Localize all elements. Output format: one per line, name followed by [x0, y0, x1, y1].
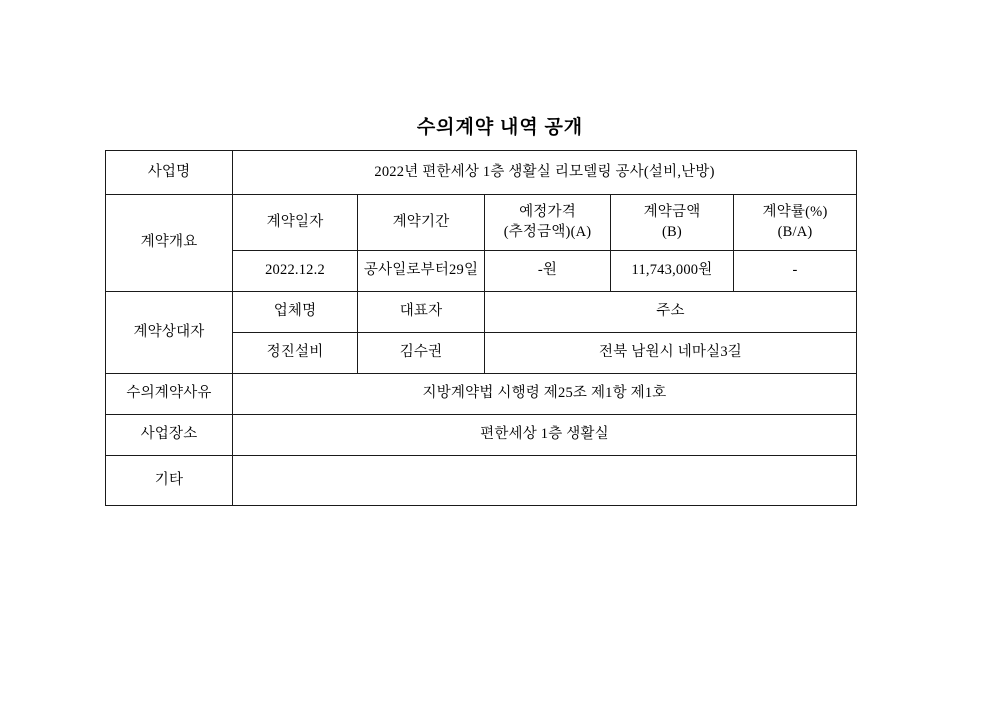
contract-amount-value: 11,743,000원 [611, 251, 734, 292]
company-header: 업체명 [233, 292, 358, 333]
estimated-price-header-line1: 예정가격 [519, 203, 576, 220]
contract-period-header: 계약기간 [358, 195, 485, 251]
table-row [106, 415, 857, 456]
representative-value: 김수권 [358, 333, 485, 374]
contract-rate-header-line1: 계약률(%) [762, 203, 828, 220]
table-row [106, 292, 857, 333]
contract-amount-header [611, 195, 734, 251]
representative-header: 대표자 [358, 292, 485, 333]
table-row [106, 151, 857, 195]
place-label: 사업장소 [106, 415, 233, 456]
estimated-price-value: -원 [485, 251, 611, 292]
contract-date-header: 계약일자 [233, 195, 358, 251]
contract-date-value: 2022.12.2 [233, 251, 358, 292]
table-row [106, 456, 857, 506]
project-name-label: 사업명 [106, 151, 233, 195]
estimated-price-header [485, 195, 611, 251]
reason-value: 지방계약법 시행령 제25조 제1항 제1호 [233, 374, 857, 415]
contract-amount-header-line2: (B) [662, 223, 682, 240]
place-value: 편한세상 1층 생활실 [233, 415, 857, 456]
contract-overview-label: 계약개요 [106, 195, 233, 292]
table-row [106, 195, 857, 251]
contract-period-value: 공사일로부터29일 [358, 251, 485, 292]
etc-value [233, 456, 857, 506]
etc-label: 기타 [106, 456, 233, 506]
estimated-price-header-line2: (추정금액)(A) [503, 223, 592, 240]
contract-rate-value: - [734, 251, 857, 292]
reason-label: 수의계약사유 [106, 374, 233, 415]
contract-amount-header-line1: 계약금액 [643, 203, 701, 220]
project-name-value: 2022년 편한세상 1층 생활실 리모델링 공사(설비,난방) [233, 151, 857, 195]
address-header: 주소 [485, 292, 857, 333]
contract-rate-header-line2: (B/A) [777, 223, 813, 240]
company-value: 정진설비 [233, 333, 358, 374]
page-title: 수의계약 내역 공개 [416, 117, 584, 138]
table-row [106, 374, 857, 415]
counterparty-label: 계약상대자 [106, 292, 233, 374]
contract-rate-header [734, 195, 857, 251]
contract-disclosure-table [105, 150, 857, 506]
address-value: 전북 남원시 네마실3길 [485, 333, 857, 374]
